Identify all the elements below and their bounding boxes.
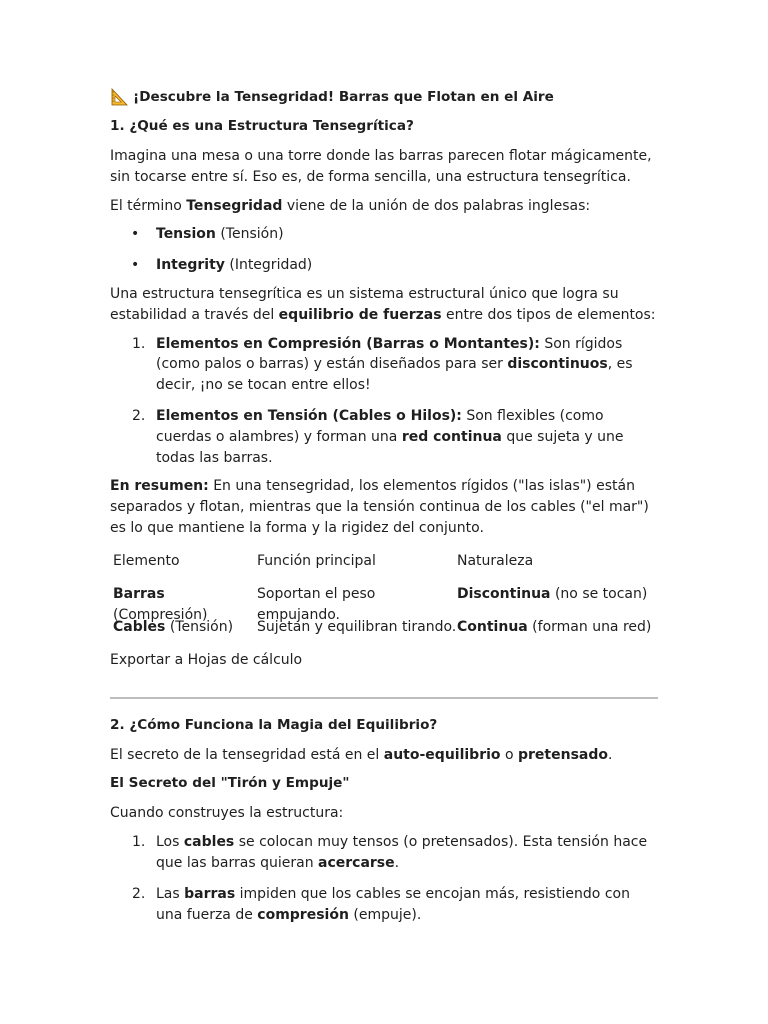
list-item: 1. Los cables se colocan muy tensos (o pretensados). Esta tensión hace que las barras quieran acercarse. [132,834,648,871]
export-to-sheets-link[interactable]: Exportar a Hojas de cálculo [110,651,303,668]
bullet-icon: • [131,257,140,274]
subheading: El Secreto del "Tirón y Empuje" [110,775,350,792]
term-paragraph [110,196,658,217]
term-post: viene de la unión de dos palabras inglesas: [282,197,591,214]
list-item: • Tension (Tensión) [110,224,658,245]
section2-paragraph: El secreto de la tensegridad está en el auto-equilibrio o pretensado. [110,746,613,763]
description-paragraph: Una estructura tensegrítica es un sistema estructural único que logra su estabilidad a través del equilibrio de fuerzas entre dos tipos de elementos: [110,285,656,323]
comparison-table [113,551,658,650]
table-header-cell: Naturaleza [457,552,534,569]
section1-heading: 1. ¿Qué es una Estructura Tensegrítica? [110,118,414,134]
document-body [110,86,658,925]
title-text: ¡Descubre la Tensegridad! Barras que Flotan en el Aire [133,88,554,105]
summary-paragraph: En resumen: En una tensegridad, los elementos rígidos ("las islas") están separados y flotan, mientras que la tensión continua de los cables ("el mar") es lo que mantiene la forma y la rigidez del conjunto. [110,478,649,536]
section1-intro: Imagina una mesa o una torre donde las barras parecen flotar mágicamente, sin tocarse entre sí. Eso es, de forma sencilla, una estructura tensegrítica. [110,148,652,185]
table-header-cell: Función principal [257,552,376,569]
horizontal-divider [110,697,658,699]
table-row [113,617,658,650]
table-header-row [113,551,658,584]
table-cell: Continua (forman una red) [457,618,652,635]
list-item: 2. Las barras impiden que los cables se encojan más, resistiendo con una fuerza de compresión (empuje). [132,885,630,923]
table-row [113,584,658,623]
table-cell: Cables (Tensión) [113,618,234,635]
table-cell: Soportan el peso empujando. [257,585,376,623]
word-list [110,224,658,276]
table-header-cell: Elemento [113,552,180,569]
table-cell: Barras (Compresión) [113,585,208,623]
table-cell: Discontinua (no se tocan) [457,585,648,602]
list-item: 1. Elementos en Compresión (Barras o Montantes): Son rígidos (como palos o barras) y están diseñados para ser discontinuos, es decir, ¡no se tocan entre ellos! [132,335,633,394]
list-item: • Integrity (Integridad) [110,255,658,276]
list-item: 2. Elementos en Tensión (Cables o Hilos): Son flexibles (como cuerdas o alambres) y forman una red continua que sujeta y une todas las barras. [132,407,624,466]
bullet-icon: • [131,226,140,243]
term-bold: Tensegridad [186,197,283,214]
elements-list [110,334,658,469]
document-title [110,86,658,108]
steps-list [110,832,658,925]
triangular-ruler-icon [110,88,128,106]
section2-heading: 2. ¿Cómo Funciona la Magia del Equilibrio? [110,716,438,733]
term-pre: El término [110,197,187,214]
when-paragraph: Cuando construyes la estructura: [110,805,344,822]
table-cell: Sujetan y equilibran tirando. [257,618,457,635]
